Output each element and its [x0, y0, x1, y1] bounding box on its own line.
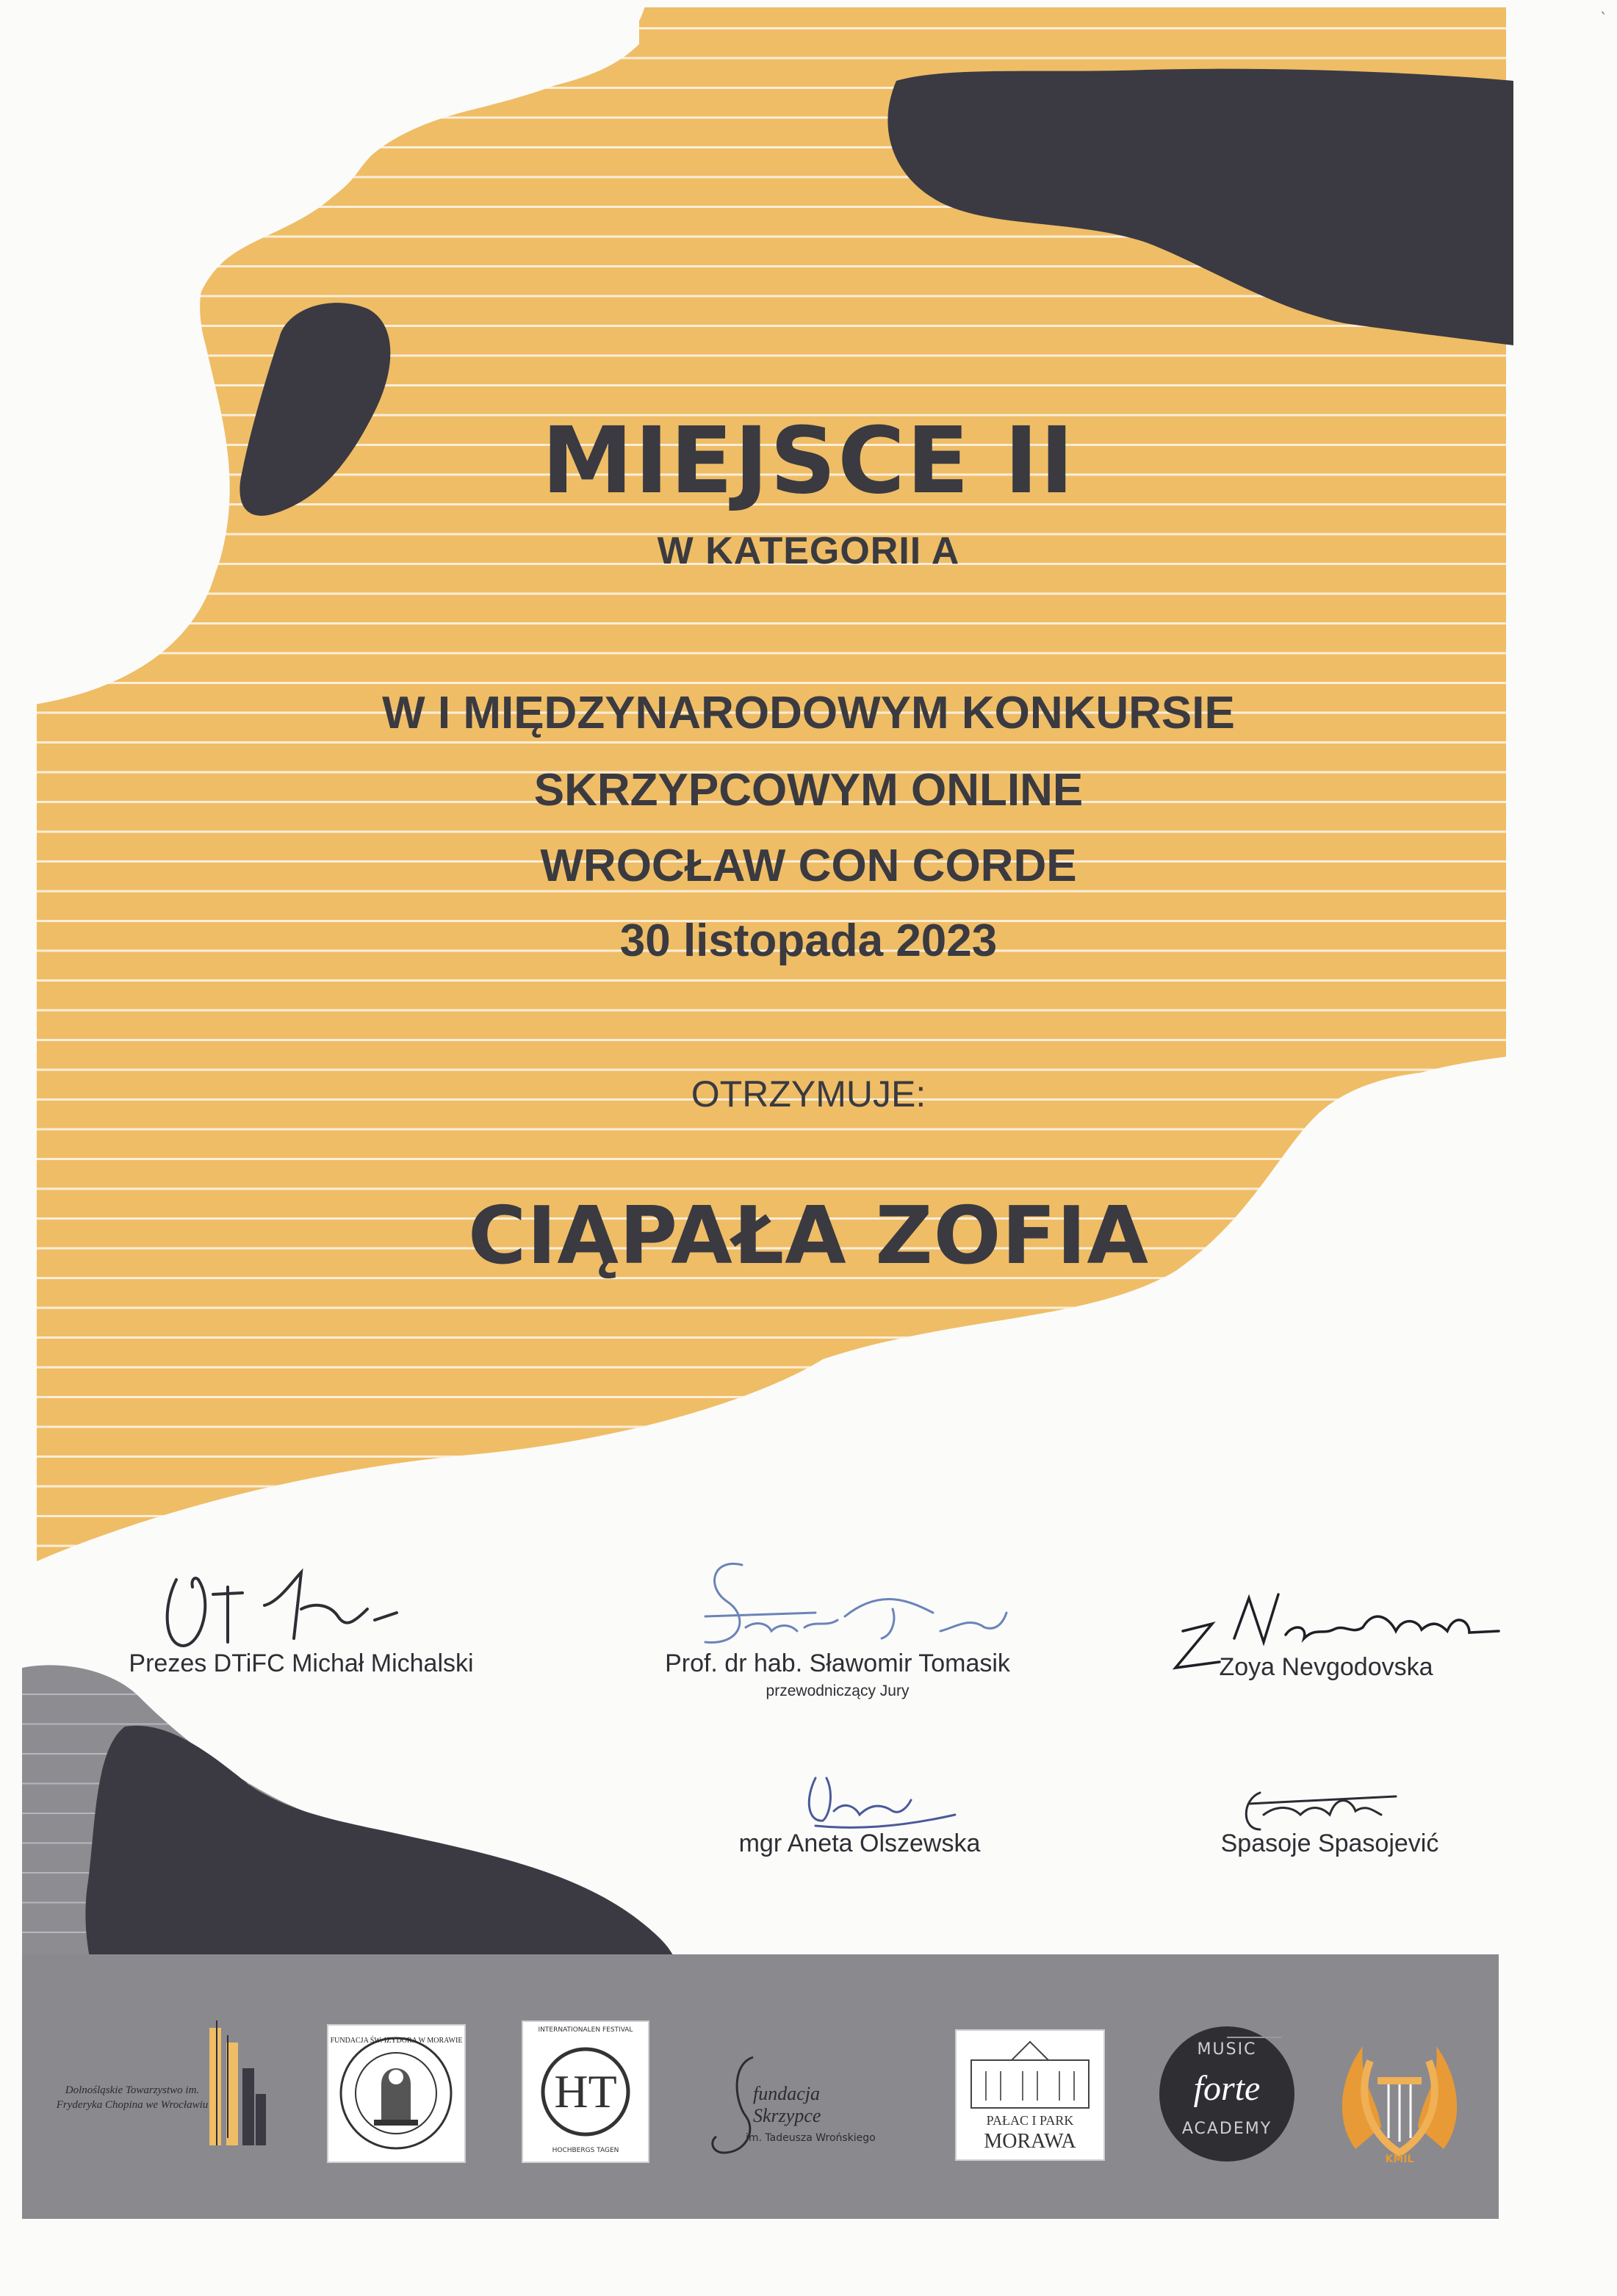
- logo-dtifc: [44, 2013, 287, 2160]
- signature-mark-1: [168, 1572, 397, 1646]
- competition-date: 30 listopada 2023: [619, 915, 998, 966]
- category-label: W KATEGORII A: [657, 530, 960, 572]
- signature-block-2: [610, 1649, 1065, 1700]
- competition-line-2: SKRZYPCOWYM ONLINE: [533, 765, 1084, 816]
- fundacja-seal-icon: [328, 2026, 464, 2162]
- skrzypce-line-2: Skrzypce: [753, 2105, 821, 2126]
- logo-fundacja-skrzypce: [702, 2050, 922, 2160]
- music-bottom-text: ACADEMY: [1181, 2120, 1272, 2138]
- music-mid-text: forte: [1193, 2069, 1261, 2108]
- signature-mark-2: [705, 1563, 1006, 1642]
- palac-line-2: MORAWA: [984, 2130, 1076, 2153]
- competition-line-3: WROCŁAW CON CORDE: [540, 841, 1077, 891]
- palac-line-1: PAŁAC I PARK: [986, 2113, 1074, 2128]
- signatory-name: mgr Aneta Olszewska: [738, 1829, 981, 1857]
- signatory-name: Zoya Nevgodovska: [1219, 1653, 1433, 1681]
- fundacja-text: FUNDACJA ŚW. IZYDORA W MORAWIE: [330, 2037, 463, 2045]
- ht-bottom-text: HOCHBERGS TAGEN: [552, 2147, 619, 2154]
- signatory-role: przewodniczący Jury: [766, 1683, 910, 1699]
- logo-ht-festival: [522, 2020, 649, 2163]
- skrzypce-line-3: im. Tadeusza Wrońskiego: [746, 2132, 876, 2144]
- logo-fundacja-izydor: [327, 2024, 466, 2163]
- ht-top-text: INTERNATIONALEN FESTIVAL: [538, 2026, 633, 2034]
- logo-kmil: [1326, 2017, 1473, 2178]
- signature-block-5: [1175, 1829, 1484, 1858]
- recipient-name: CIĄPAŁA ZOFIA: [467, 1190, 1150, 1282]
- receives-label: OTRZYMUJE:: [691, 1073, 926, 1115]
- dtifc-text: Dolnośląskie Towarzystwo im. Fryderyka Chopina we Wrocławiu: [56, 2084, 209, 2111]
- signature-mark-5: [1246, 1793, 1396, 1829]
- signatory-name: Spasoje Spasojević: [1220, 1829, 1439, 1857]
- kmil-text: KMIL: [1385, 2153, 1414, 2165]
- competition-line-1: W I MIĘDZYNARODOWYM KONKURSIE: [382, 688, 1235, 738]
- ht-mark: HT: [554, 2065, 617, 2117]
- signature-mark-4: [809, 1778, 955, 1827]
- logo-music-forte: [1157, 2024, 1297, 2164]
- skrzypce-line-1: fundacja: [753, 2083, 820, 2104]
- signature-block-4: [683, 1829, 1036, 1858]
- signature-block-3: [1168, 1653, 1484, 1682]
- signatory-name: Prezes DTiFC Michał Michalski: [129, 1649, 474, 1677]
- signature-block-1: [81, 1649, 522, 1678]
- signatory-name: Prof. dr hab. Sławomir Tomasik: [665, 1649, 1010, 1677]
- place-title: MIEJSCE II: [541, 408, 1076, 514]
- logo-palac-morawa: [955, 2029, 1105, 2161]
- svg-text:ˋ: ˋ: [1600, 10, 1607, 27]
- music-top-text: MUSIC: [1197, 2040, 1257, 2059]
